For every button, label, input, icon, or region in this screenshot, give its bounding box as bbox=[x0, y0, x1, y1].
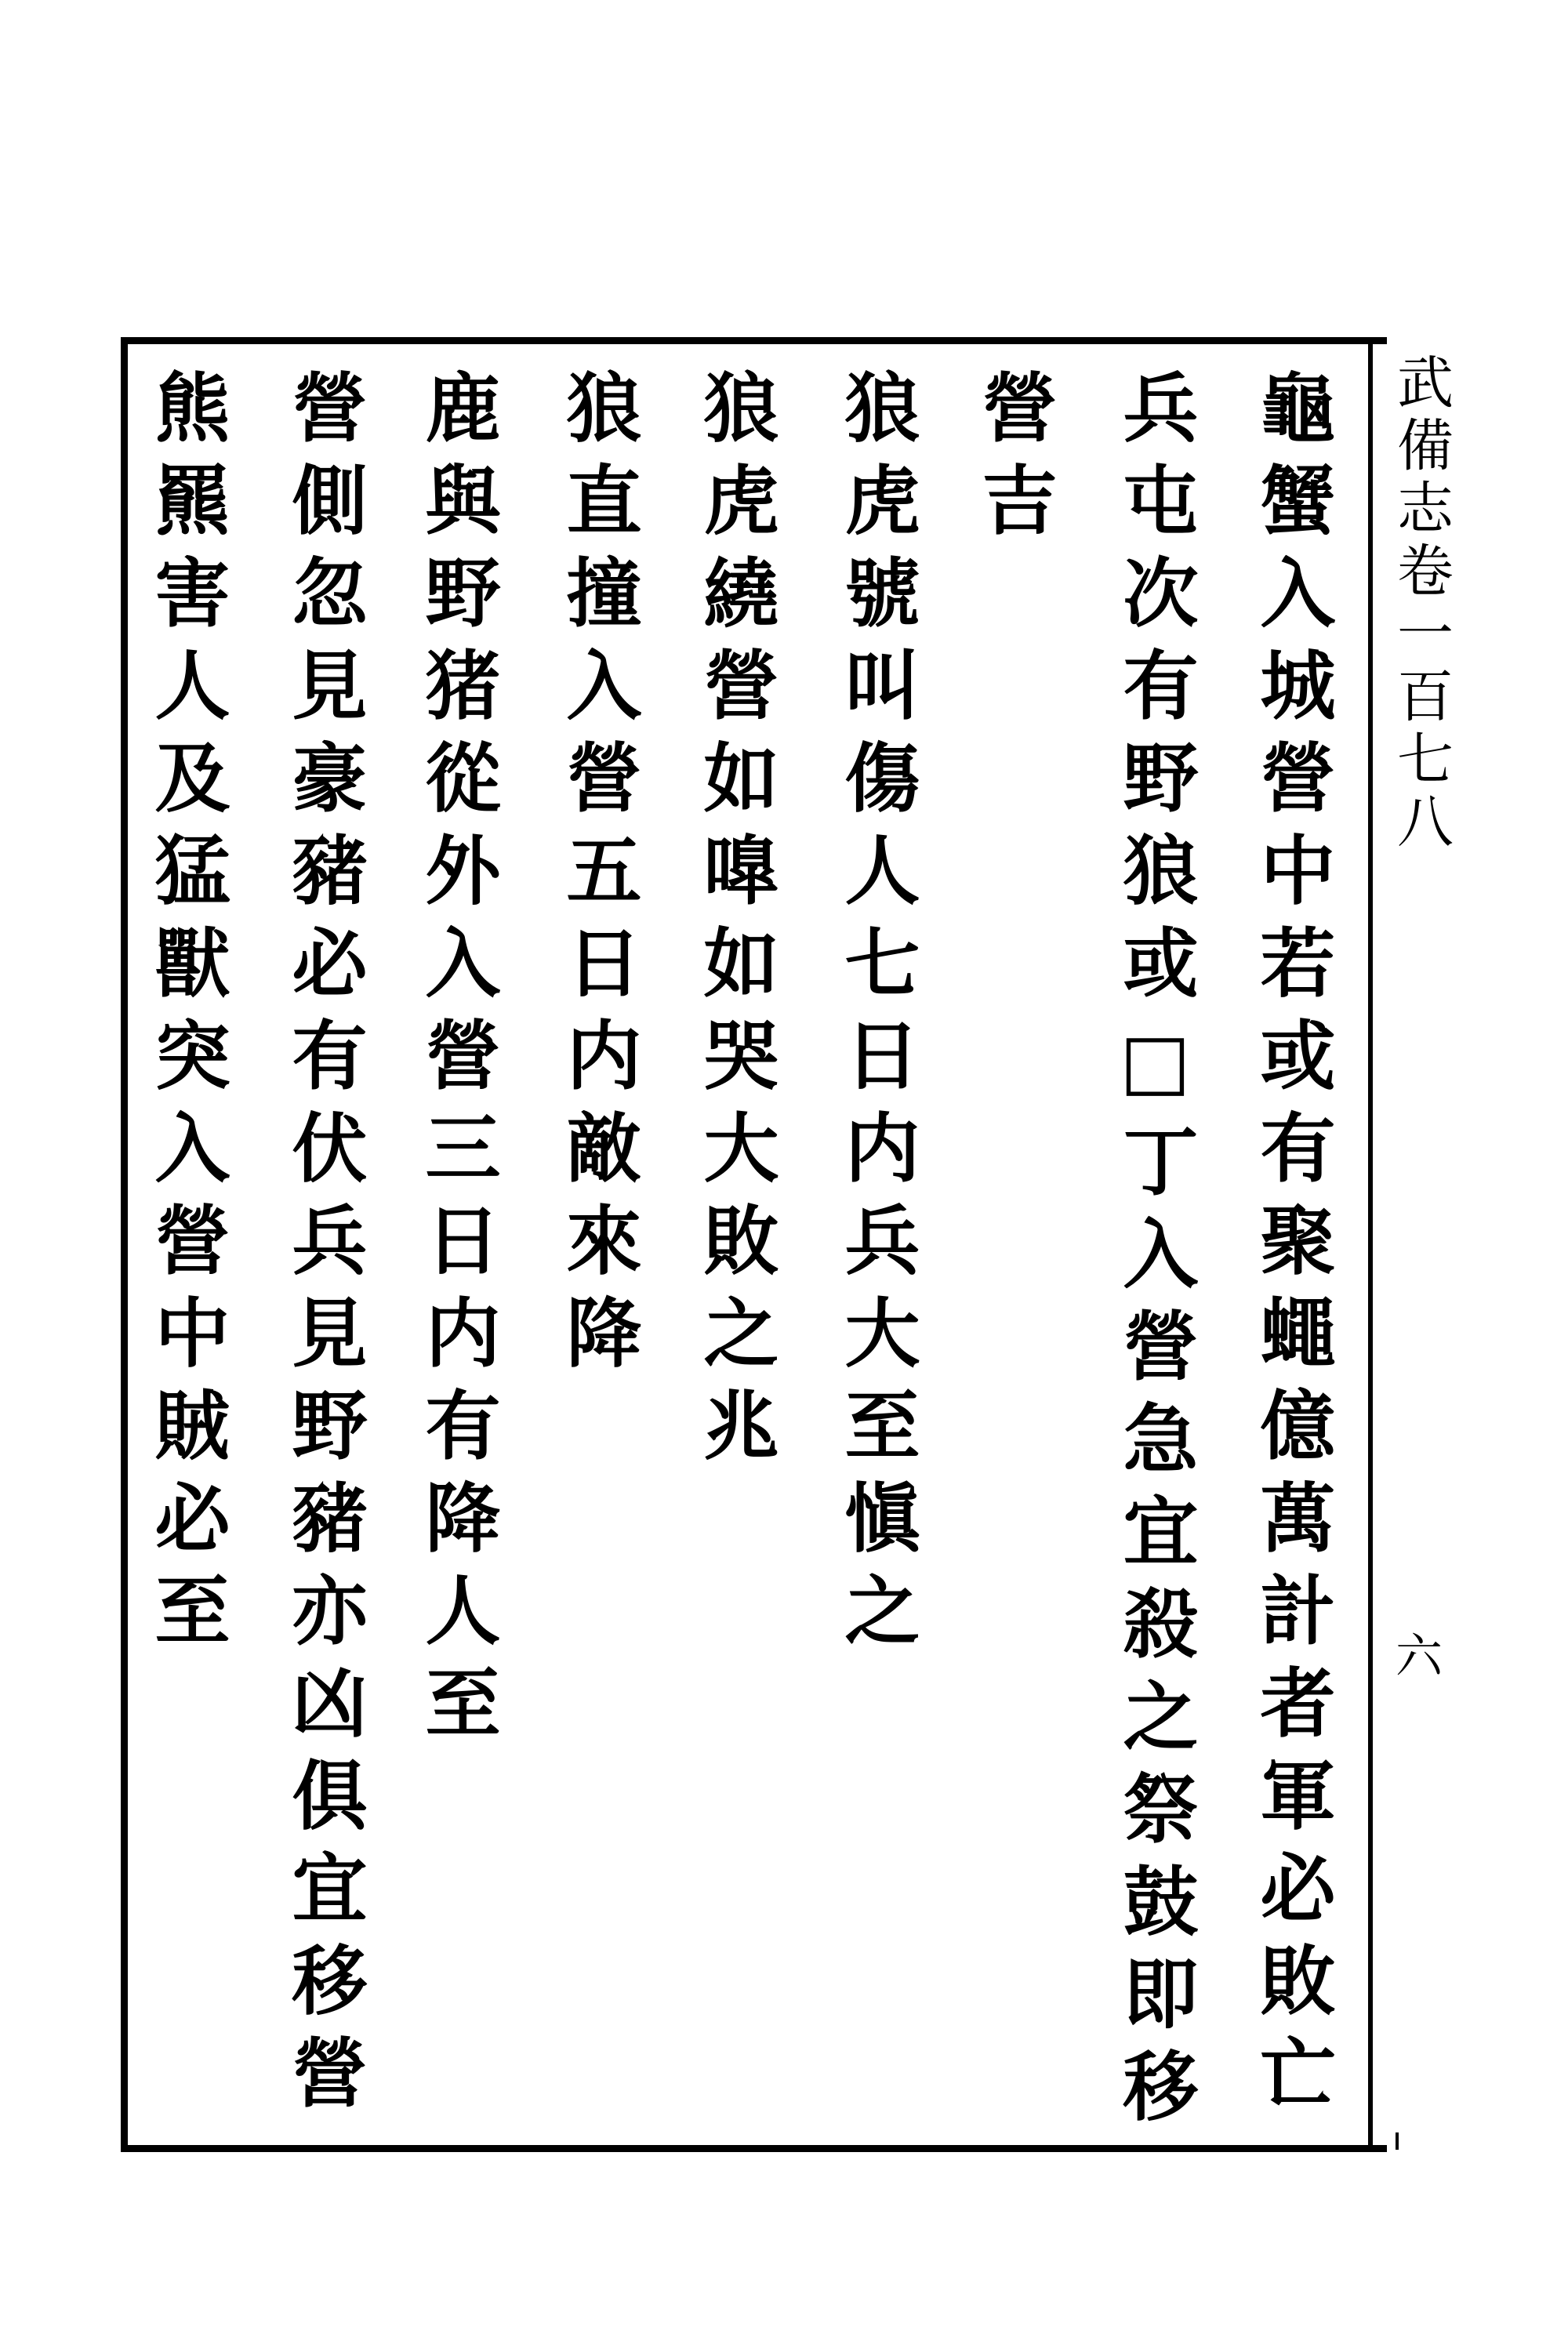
text-column-8: 鹿與野猪從外入營三日内有降人至 bbox=[413, 368, 502, 1756]
text-column-1: 龜蟹入城營中若或有聚蠅億萬計者軍必敗亡 bbox=[1248, 368, 1337, 2126]
text-column-6: 狼虎繞營如嘷如哭大敗之兆 bbox=[691, 368, 780, 1479]
margin-rule bbox=[1368, 337, 1373, 2152]
leaf-number: 六 bbox=[1388, 1631, 1443, 1678]
running-header: 武備志卷一百七八 bbox=[1388, 353, 1454, 855]
text-column-7: 狼直撞入營五日内敵來降 bbox=[554, 368, 643, 1386]
text-column-2: 兵屯次有野狼或□丁入營急宜殺之祭鼓即移 bbox=[1111, 368, 1200, 2140]
text-column-10: 熊羆害人及猛獸突入營中賊必至 bbox=[143, 368, 231, 1664]
page-edge-mark bbox=[1396, 2132, 1399, 2150]
text-column-9: 營側忽見豪豬必有伏兵見野豬亦凶俱宜移營 bbox=[280, 368, 368, 2126]
text-column-5: 狼虎號叫傷人七日内兵大至愼之 bbox=[833, 368, 921, 1664]
text-column-3: 營吉 bbox=[970, 368, 1058, 554]
